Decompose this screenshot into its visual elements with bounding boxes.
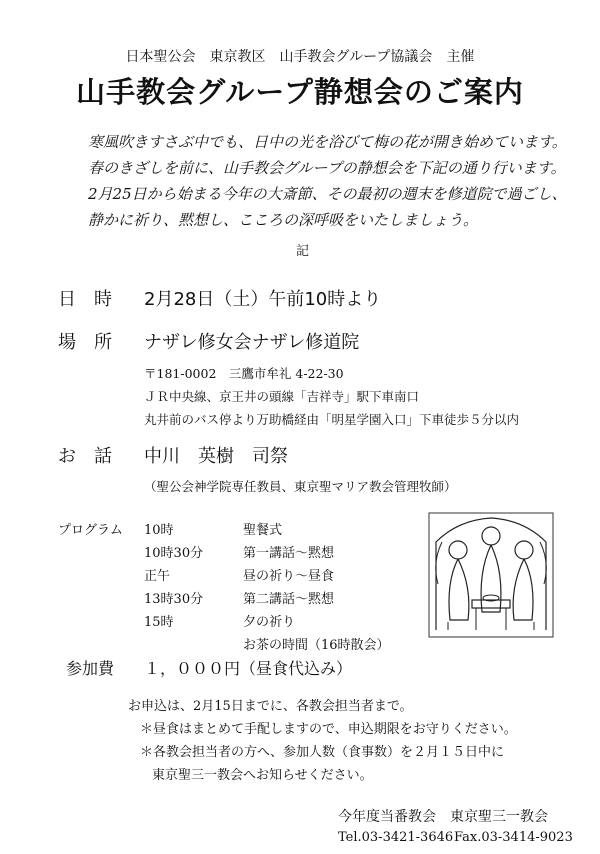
talk-affiliation: （聖公会神学院専任教員、東京聖マリア教会管理牧師）	[144, 479, 457, 494]
program-time: 15時	[144, 615, 174, 630]
fee-value: １，０００円（昼食代込み）	[144, 659, 353, 678]
talk-speaker: 中川 英樹 司祭	[144, 446, 288, 467]
datetime-label: 日 時	[58, 289, 112, 310]
footer-host: 今年度当番教会 東京聖三一教会	[338, 809, 548, 825]
page-title: 山手教会グループ静想会のご案内	[76, 75, 524, 109]
program-time: 正午	[144, 569, 171, 584]
sponsor-line: 日本聖公会 東京教区 山手教会グループ協議会 主催	[125, 49, 475, 65]
ki-mark: 記	[296, 244, 310, 259]
footer-fax: Fax.03-3414-9023	[454, 830, 573, 845]
program-event: お茶の時間（16時散会）	[243, 638, 390, 653]
program-time: 10時	[144, 523, 174, 538]
program-event: 夕の祈り	[243, 615, 296, 630]
program-label: プログラム	[58, 523, 123, 538]
place-address: 〒181-0002 三鷹市牟礼 4-22-30	[144, 366, 344, 381]
application-note-2a: ＊各教会担当者の方へ、参加人数（食事数）を２月１５日中に	[140, 745, 505, 760]
application-deadline: お申込は、2月15日までに、各教会担当者まで。	[128, 699, 413, 714]
intro-line-4: 静かに祈り、黙想し、こころの深呼吸をいたしましょう。	[88, 211, 479, 229]
place-access-1: ＪＲ中央線、京王井の頭線「吉祥寺」駅下車南口	[144, 389, 420, 404]
intro-line-3: 2月25日から始まる今年の大斎節、その最初の週末を修道院で過ごし、	[88, 185, 567, 203]
intro-line-1: 寒風吹きすさぶ中でも、日中の光を浴びて梅の花が開き始めています。	[88, 133, 567, 151]
place-access-2: 丸井前のバス停より万助橋経由「明星学園入口」下車徒歩５分以内	[144, 412, 520, 427]
program-time: 13時30分	[144, 592, 204, 607]
talk-label: お 話	[58, 446, 112, 467]
program-event: 第一講話～黙想	[243, 546, 335, 561]
program-event: 昼の祈り～昼食	[243, 569, 335, 584]
application-note-1: ＊昼食はまとめて手配しますので、申込期限をお守りください。	[140, 722, 517, 737]
application-note-2b: 東京聖三一教会へお知らせください。	[152, 768, 373, 783]
place-value: ナザレ修女会ナザレ修道院	[144, 332, 360, 353]
footer-tel: Tel.03-3421-3646	[338, 830, 454, 845]
trinity-icon	[428, 512, 554, 638]
intro-line-2: 春のきざしを前に、山手教会グループの静想会を下記の通り行います。	[88, 159, 566, 177]
place-label: 場 所	[58, 332, 112, 353]
program-time: 10時30分	[144, 546, 204, 561]
program-event: 聖餐式	[243, 523, 283, 538]
program-event: 第二講話～黙想	[243, 592, 335, 607]
fee-label: 参加費	[66, 659, 115, 678]
datetime-value: 2月28日（土）午前10時より	[144, 289, 382, 310]
